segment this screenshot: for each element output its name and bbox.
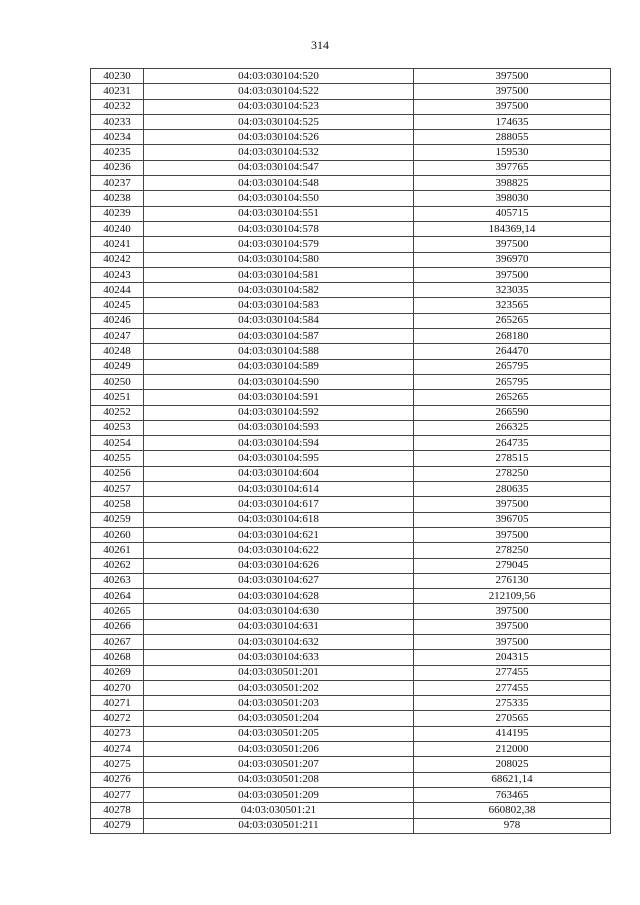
row-number-cell: 40269 [91,665,144,680]
table-row [91,221,611,236]
table-row [91,650,611,665]
row-number-cell: 40240 [91,221,144,236]
table-row [91,84,611,99]
table-row [91,267,611,282]
value-cell: 397500 [414,69,611,84]
value-cell: 397500 [414,604,611,619]
value-cell: 268180 [414,329,611,344]
cadastral-number-cell: 04:03:030501:211 [144,818,414,833]
cadastral-value-table [90,68,611,834]
table-row [91,757,611,772]
table-row [91,114,611,129]
row-number-cell: 40262 [91,558,144,573]
row-number-cell: 40266 [91,619,144,634]
row-number-cell: 40279 [91,818,144,833]
row-number-cell: 40249 [91,359,144,374]
value-cell: 280635 [414,482,611,497]
cadastral-number-cell: 04:03:030104:591 [144,390,414,405]
value-cell: 397500 [414,634,611,649]
cadastral-number-cell: 04:03:030104:614 [144,482,414,497]
value-cell: 397500 [414,497,611,512]
row-number-cell: 40252 [91,405,144,420]
row-number-cell: 40247 [91,329,144,344]
cadastral-number-cell: 04:03:030501:204 [144,711,414,726]
value-cell: 396970 [414,252,611,267]
row-number-cell: 40275 [91,757,144,772]
value-cell: 288055 [414,130,611,145]
table-row [91,329,611,344]
row-number-cell: 40241 [91,237,144,252]
row-number-cell: 40235 [91,145,144,160]
row-number-cell: 40253 [91,420,144,435]
table-row [91,589,611,604]
value-cell: 414195 [414,726,611,741]
table-row [91,512,611,527]
cadastral-number-cell: 04:03:030104:595 [144,451,414,466]
cadastral-number-cell: 04:03:030104:583 [144,298,414,313]
value-cell: 212000 [414,742,611,757]
table-row [91,665,611,680]
cadastral-number-cell: 04:03:030104:551 [144,206,414,221]
cadastral-number-cell: 04:03:030104:617 [144,497,414,512]
row-number-cell: 40268 [91,650,144,665]
cadastral-number-cell: 04:03:030104:547 [144,160,414,175]
row-number-cell: 40260 [91,527,144,542]
cadastral-number-cell: 04:03:030104:526 [144,130,414,145]
value-cell: 397500 [414,99,611,114]
table-row [91,420,611,435]
cadastral-number-cell: 04:03:030104:587 [144,329,414,344]
row-number-cell: 40251 [91,390,144,405]
cadastral-number-cell: 04:03:030501:208 [144,772,414,787]
value-cell: 265265 [414,313,611,328]
table-row [91,787,611,802]
cadastral-number-cell: 04:03:030501:21 [144,803,414,818]
cadastral-number-cell: 04:03:030104:525 [144,114,414,129]
value-cell: 278250 [414,543,611,558]
cadastral-number-cell: 04:03:030501:202 [144,680,414,695]
row-number-cell: 40237 [91,176,144,191]
row-number-cell: 40246 [91,313,144,328]
cadastral-number-cell: 04:03:030104:523 [144,99,414,114]
row-number-cell: 40233 [91,114,144,129]
value-cell: 397500 [414,237,611,252]
row-number-cell: 40255 [91,451,144,466]
value-cell: 212109,56 [414,589,611,604]
cadastral-number-cell: 04:03:030104:589 [144,359,414,374]
value-cell: 405715 [414,206,611,221]
table-row [91,313,611,328]
table-row [91,206,611,221]
table-row [91,99,611,114]
table-row [91,252,611,267]
cadastral-number-cell: 04:03:030501:201 [144,665,414,680]
table-row [91,619,611,634]
row-number-cell: 40250 [91,374,144,389]
row-number-cell: 40244 [91,283,144,298]
value-cell: 208025 [414,757,611,772]
row-number-cell: 40230 [91,69,144,84]
table-row [91,390,611,405]
cadastral-number-cell: 04:03:030501:206 [144,742,414,757]
row-number-cell: 40234 [91,130,144,145]
row-number-cell: 40276 [91,772,144,787]
table-row [91,359,611,374]
cadastral-number-cell: 04:03:030104:581 [144,267,414,282]
value-cell: 184369,14 [414,221,611,236]
cadastral-number-cell: 04:03:030104:579 [144,237,414,252]
cadastral-number-cell: 04:03:030104:520 [144,69,414,84]
table-row [91,497,611,512]
row-number-cell: 40274 [91,742,144,757]
cadastral-number-cell: 04:03:030104:604 [144,466,414,481]
table-row [91,558,611,573]
cadastral-number-cell: 04:03:030104:622 [144,543,414,558]
cadastral-number-cell: 04:03:030104:590 [144,374,414,389]
value-cell: 397500 [414,527,611,542]
cadastral-number-cell: 04:03:030104:632 [144,634,414,649]
value-cell: 264735 [414,436,611,451]
value-cell: 396705 [414,512,611,527]
page-number: 314 [311,38,329,52]
cadastral-number-cell: 04:03:030104:548 [144,176,414,191]
table-row [91,604,611,619]
cadastral-number-cell: 04:03:030501:205 [144,726,414,741]
row-number-cell: 40270 [91,680,144,695]
row-number-cell: 40265 [91,604,144,619]
cadastral-number-cell: 04:03:030104:630 [144,604,414,619]
cadastral-number-cell: 04:03:030104:628 [144,589,414,604]
cadastral-number-cell: 04:03:030104:578 [144,221,414,236]
cadastral-number-cell: 04:03:030104:532 [144,145,414,160]
row-number-cell: 40272 [91,711,144,726]
value-cell: 265795 [414,374,611,389]
row-number-cell: 40256 [91,466,144,481]
table-row [91,344,611,359]
table-row [91,696,611,711]
cadastral-number-cell: 04:03:030104:627 [144,573,414,588]
value-cell: 323035 [414,283,611,298]
value-cell: 398030 [414,191,611,206]
table-row [91,803,611,818]
row-number-cell: 40278 [91,803,144,818]
value-cell: 277455 [414,680,611,695]
table-row [91,436,611,451]
row-number-cell: 40236 [91,160,144,175]
row-number-cell: 40248 [91,344,144,359]
table-row [91,634,611,649]
table-row [91,237,611,252]
row-number-cell: 40254 [91,436,144,451]
table-row [91,573,611,588]
value-cell: 276130 [414,573,611,588]
value-cell: 266325 [414,420,611,435]
value-cell: 397500 [414,84,611,99]
table-row [91,680,611,695]
value-cell: 323565 [414,298,611,313]
table-row [91,145,611,160]
table-row [91,818,611,833]
value-cell: 397765 [414,160,611,175]
value-cell: 398825 [414,176,611,191]
row-number-cell: 40257 [91,482,144,497]
cadastral-number-cell: 04:03:030104:580 [144,252,414,267]
cadastral-number-cell: 04:03:030104:588 [144,344,414,359]
table-row [91,543,611,558]
value-cell: 204315 [414,650,611,665]
cadastral-number-cell: 04:03:030104:593 [144,420,414,435]
cadastral-number-cell: 04:03:030104:594 [144,436,414,451]
value-cell: 265265 [414,390,611,405]
row-number-cell: 40271 [91,696,144,711]
row-number-cell: 40242 [91,252,144,267]
row-number-cell: 40231 [91,84,144,99]
cadastral-number-cell: 04:03:030104:618 [144,512,414,527]
row-number-cell: 40264 [91,589,144,604]
value-cell: 265795 [414,359,611,374]
table-row [91,527,611,542]
value-cell: 278515 [414,451,611,466]
table-row [91,283,611,298]
row-number-cell: 40261 [91,543,144,558]
row-number-cell: 40263 [91,573,144,588]
value-cell: 397500 [414,267,611,282]
cadastral-number-cell: 04:03:030104:621 [144,527,414,542]
row-number-cell: 40273 [91,726,144,741]
row-number-cell: 40245 [91,298,144,313]
cadastral-number-cell: 04:03:030104:626 [144,558,414,573]
table-row [91,69,611,84]
cadastral-number-cell: 04:03:030104:522 [144,84,414,99]
row-number-cell: 40258 [91,497,144,512]
table-row [91,405,611,420]
row-number-cell: 40238 [91,191,144,206]
table-row [91,466,611,481]
cadastral-number-cell: 04:03:030104:584 [144,313,414,328]
table-row [91,451,611,466]
value-cell: 270565 [414,711,611,726]
value-cell: 660802,38 [414,803,611,818]
value-cell: 763465 [414,787,611,802]
table-row [91,772,611,787]
table-row [91,130,611,145]
table-row [91,298,611,313]
value-cell: 275335 [414,696,611,711]
value-cell: 159530 [414,145,611,160]
cadastral-number-cell: 04:03:030104:633 [144,650,414,665]
row-number-cell: 40259 [91,512,144,527]
value-cell: 174635 [414,114,611,129]
table-row [91,374,611,389]
value-cell: 279045 [414,558,611,573]
table-row [91,711,611,726]
value-cell: 68621,14 [414,772,611,787]
table-row [91,176,611,191]
cadastral-number-cell: 04:03:030104:550 [144,191,414,206]
table-row [91,482,611,497]
value-cell: 397500 [414,619,611,634]
row-number-cell: 40239 [91,206,144,221]
table-row [91,160,611,175]
row-number-cell: 40232 [91,99,144,114]
cadastral-number-cell: 04:03:030501:209 [144,787,414,802]
value-cell: 266590 [414,405,611,420]
value-cell: 264470 [414,344,611,359]
value-cell: 978 [414,818,611,833]
value-cell: 278250 [414,466,611,481]
table-row [91,726,611,741]
table-row [91,191,611,206]
row-number-cell: 40267 [91,634,144,649]
value-cell: 277455 [414,665,611,680]
cadastral-number-cell: 04:03:030501:207 [144,757,414,772]
row-number-cell: 40243 [91,267,144,282]
cadastral-number-cell: 04:03:030104:631 [144,619,414,634]
cadastral-number-cell: 04:03:030104:582 [144,283,414,298]
cadastral-number-cell: 04:03:030501:203 [144,696,414,711]
cadastral-number-cell: 04:03:030104:592 [144,405,414,420]
table-row [91,742,611,757]
row-number-cell: 40277 [91,787,144,802]
